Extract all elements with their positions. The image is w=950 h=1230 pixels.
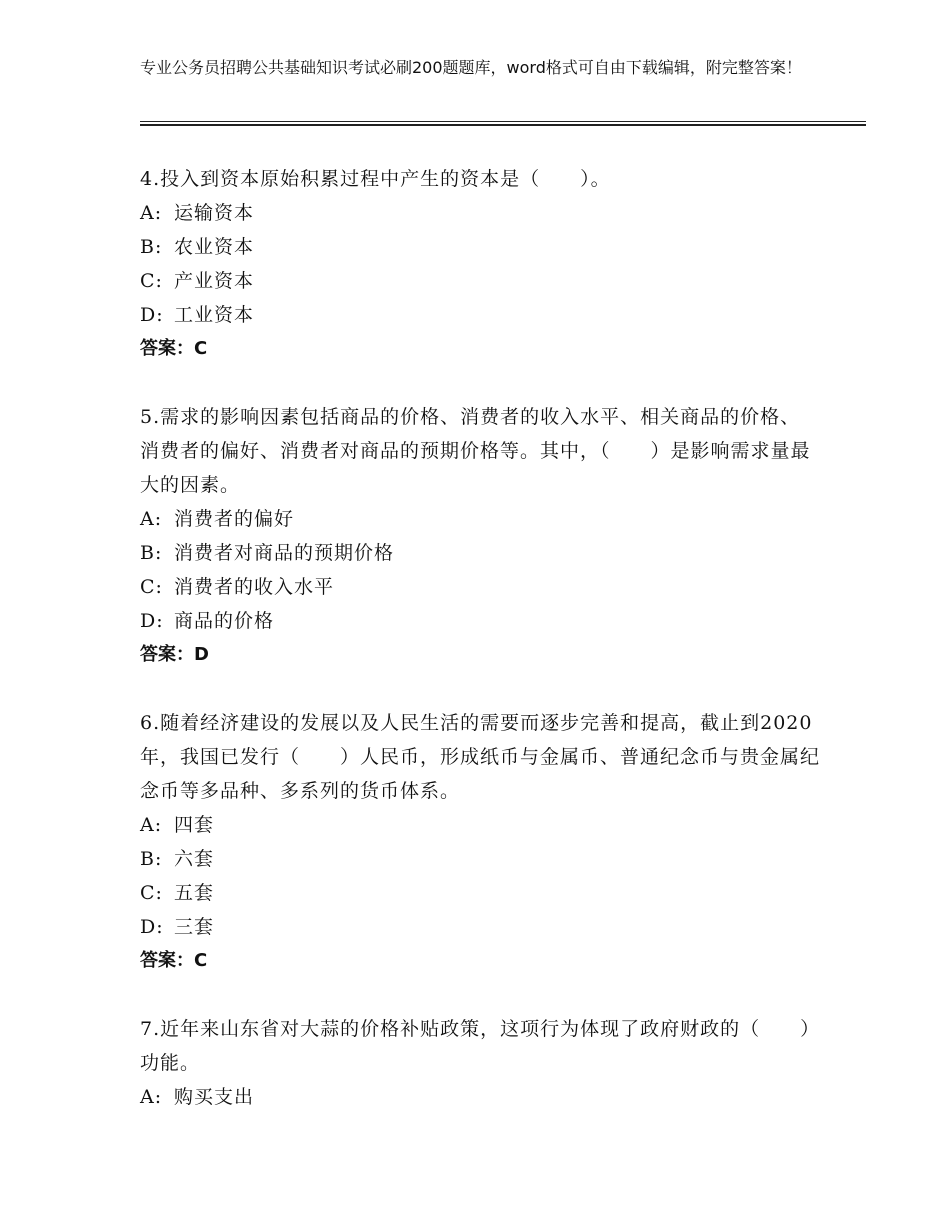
option-text: 消费者的偏好 [174, 508, 295, 530]
option-letter: C: [140, 270, 163, 292]
option-letter: C: [140, 576, 163, 598]
option-text: 五套 [174, 882, 215, 904]
option-letter: B: [140, 848, 163, 870]
answer-line: 答案：C [140, 338, 208, 359]
option-text: 运输资本 [174, 202, 255, 224]
option-letter: A: [140, 814, 163, 836]
option-letter: D: [140, 916, 164, 938]
header-rule-thick [140, 124, 866, 126]
option-text: 消费者对商品的预期价格 [174, 542, 395, 564]
option-text: 商品的价格 [174, 610, 275, 632]
option-letter: D: [140, 610, 164, 632]
option-text: 工业资本 [174, 304, 255, 326]
page-header: 专业公务员招聘公共基础知识考试必刷200题题库，word格式可自由下载编辑，附完整答案！ [140, 58, 802, 77]
option-a [140, 502, 820, 536]
option-d [140, 298, 820, 332]
option-b [140, 230, 820, 264]
option-b [140, 842, 820, 876]
option-text: 农业资本 [174, 236, 255, 258]
answer-line: 答案：D [140, 644, 209, 665]
option-text: 四套 [174, 814, 215, 836]
option-text: 消费者的收入水平 [174, 576, 335, 598]
option-letter: A: [140, 202, 163, 224]
question-4 [140, 162, 820, 366]
question-text: 6.随着经济建设的发展以及人民生活的需要而逐步完善和提高，截止到2020年，我国已发行（ ）人民币，形成纸币与金属币、普通纪念币与贵金属纪念币等多品种、多系列的货币体系。 [140, 712, 821, 802]
option-text: 购买支出 [174, 1086, 255, 1108]
question-7 [140, 1012, 820, 1114]
option-c [140, 264, 820, 298]
option-letter: A: [140, 508, 163, 530]
option-letter: B: [140, 236, 163, 258]
option-c [140, 876, 820, 910]
option-text: 六套 [174, 848, 215, 870]
question-text: 5.需求的影响因素包括商品的价格、消费者的收入水平、相关商品的价格、消费者的偏好、消费者对商品的预期价格等。其中，（ ）是影响需求量最大的因素。 [140, 406, 811, 496]
option-a [140, 1080, 820, 1114]
answer-line: 答案：C [140, 950, 208, 971]
question-text: 7.近年来山东省对大蒜的价格补贴政策，这项行为体现了政府财政的（ ）功能。 [140, 1018, 811, 1074]
option-letter: A: [140, 1086, 163, 1108]
question-text: 4.投入到资本原始积累过程中产生的资本是（ ）。 [140, 168, 611, 190]
option-c [140, 570, 820, 604]
option-text: 产业资本 [174, 270, 255, 292]
question-list [140, 162, 820, 1148]
question-6 [140, 706, 820, 978]
option-letter: B: [140, 542, 163, 564]
header-rule-thin [140, 121, 866, 122]
option-b [140, 536, 820, 570]
option-text: 三套 [174, 916, 215, 938]
option-d [140, 910, 820, 944]
option-a [140, 196, 820, 230]
option-letter: C: [140, 882, 163, 904]
option-d [140, 604, 820, 638]
question-5 [140, 400, 820, 672]
option-letter: D: [140, 304, 164, 326]
option-a [140, 808, 820, 842]
